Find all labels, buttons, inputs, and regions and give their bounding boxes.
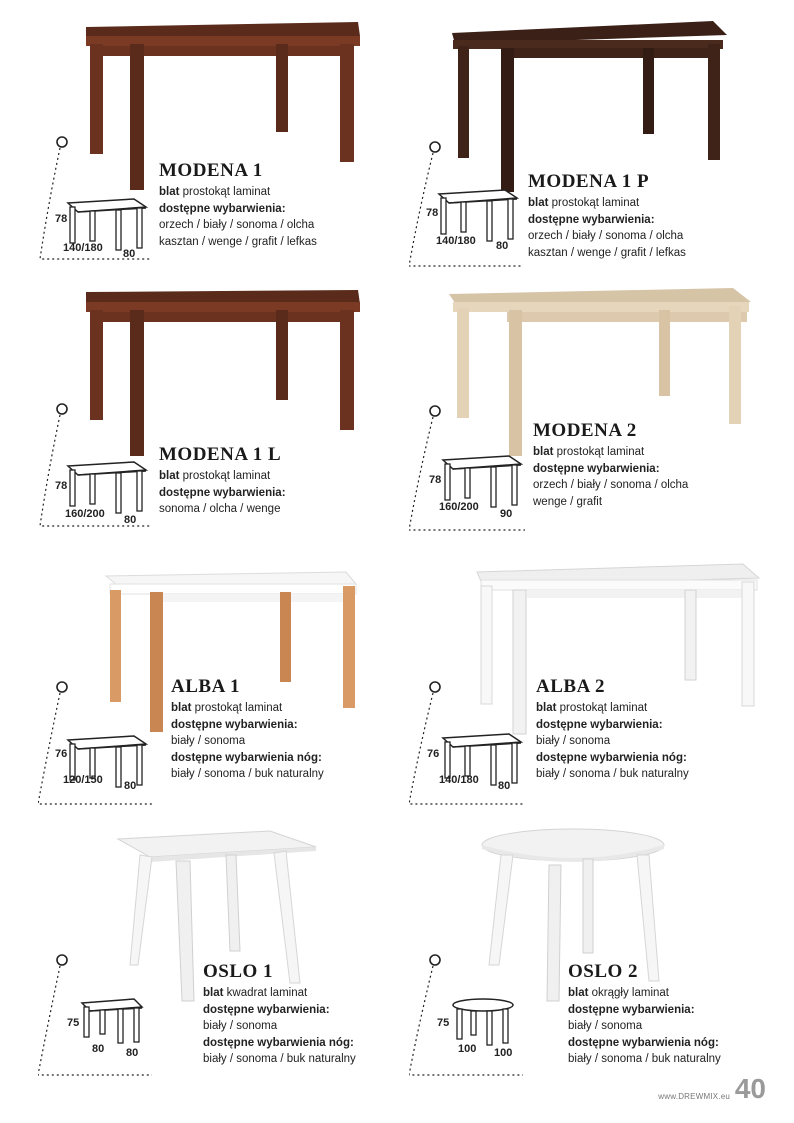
dim-height: 75 [67, 1017, 80, 1029]
legs-label: dostępne wybarwienia nóg: [171, 751, 322, 764]
dim-height: 78 [429, 474, 442, 486]
top-value: okrągły laminat [591, 987, 669, 999]
colors-line: orzech / biały / sonoma / olcha [528, 230, 684, 242]
dim-length: 160/200 [65, 508, 105, 520]
top-label: blat [536, 702, 557, 714]
dimension-diagram [38, 953, 162, 1083]
product-modena-1 [0, 0, 397, 270]
colors-label: dostępne wybarwienia: [536, 718, 663, 731]
dim-width: 100 [494, 1047, 513, 1059]
dim-width: 80 [124, 780, 137, 792]
product-alba-1 [0, 540, 397, 815]
dimension-diagram [409, 953, 533, 1083]
product-description [528, 195, 686, 261]
dimension-diagram [409, 680, 533, 810]
product-description [171, 700, 324, 783]
colors-line: biały / sonoma [171, 735, 246, 747]
top-label: blat [568, 987, 589, 999]
product-name: ALBA 2 [536, 676, 605, 697]
product-oslo-1 [0, 815, 397, 1085]
legs-line: biały / sonoma / buk naturalny [203, 1053, 356, 1065]
dim-height: 76 [55, 748, 68, 760]
dim-length: 140/180 [436, 235, 476, 247]
product-description [159, 184, 317, 250]
product-name: MODENA 1 P [528, 171, 650, 192]
top-label: blat [159, 470, 180, 482]
top-label: blat [171, 702, 192, 714]
dim-height: 78 [426, 207, 439, 219]
colors-line: biały / sonoma [203, 1020, 278, 1032]
colors-label: dostępne wybarwienia: [203, 1003, 330, 1016]
dim-width: 80 [126, 1047, 139, 1059]
dim-length: 140/180 [439, 774, 479, 786]
top-value: kwadrat laminat [226, 987, 308, 999]
dim-length: 140/180 [63, 242, 103, 254]
top-label: blat [533, 446, 554, 458]
top-label: blat [159, 186, 180, 198]
legs-line: biały / sonoma / buk naturalny [171, 768, 324, 780]
product-name: OSLO 1 [203, 961, 274, 982]
product-description [533, 444, 688, 510]
legs-label: dostępne wybarwienia nóg: [203, 1036, 354, 1049]
colors-label: dostępne wybarwienia: [171, 718, 298, 731]
dimension-diagram [38, 680, 162, 810]
product-name: MODENA 1 [159, 160, 263, 181]
colors-line: orzech / biały / sonoma / olcha [533, 479, 689, 491]
product-modena-1-p [397, 0, 794, 270]
top-value: prostokąt laminat [194, 702, 283, 714]
dim-height: 75 [437, 1017, 450, 1029]
dimension-diagram [409, 404, 533, 534]
colors-label: dostępne wybarwienia: [533, 462, 660, 475]
product-description [159, 468, 286, 518]
legs-label: dostępne wybarwienia nóg: [536, 751, 687, 764]
dim-height: 78 [55, 480, 68, 492]
dim-height: 78 [55, 213, 68, 225]
colors-line: kasztan / wenge / grafit / lefkas [159, 235, 317, 248]
dim-width: 80 [123, 248, 136, 260]
dim-length: 120/150 [63, 774, 103, 786]
dim-length: 160/200 [439, 501, 479, 513]
dim-height: 76 [427, 748, 440, 760]
product-name: MODENA 2 [533, 420, 637, 441]
colors-line: orzech / biały / sonoma / olcha [159, 219, 315, 231]
legs-line: biały / sonoma / buk naturalny [568, 1053, 721, 1065]
colors-label: dostępne wybarwienia: [159, 202, 286, 215]
product-description [536, 700, 689, 783]
colors-line: biały / sonoma [568, 1020, 643, 1032]
dimension-diagram [409, 140, 529, 270]
dim-width: 80 [124, 514, 137, 526]
top-label: blat [528, 197, 549, 209]
colors-line: sonoma / olcha / wenge [159, 503, 281, 515]
top-value: prostokąt laminat [556, 446, 645, 458]
top-label: blat [203, 987, 224, 999]
dim-width: 80 [498, 780, 511, 792]
top-value: prostokąt laminat [551, 197, 640, 209]
product-alba-2 [397, 540, 794, 815]
product-modena-2 [397, 270, 794, 540]
product-oslo-2 [397, 815, 794, 1085]
legs-line: biały / sonoma / buk naturalny [536, 768, 689, 780]
product-name: OSLO 2 [568, 961, 639, 982]
colors-line: wenge / grafit [533, 495, 603, 508]
colors-label: dostępne wybarwienia: [568, 1003, 695, 1016]
top-value: prostokąt laminat [559, 702, 648, 714]
colors-label: dostępne wybarwienia: [528, 213, 655, 226]
top-value: prostokąt laminat [182, 186, 271, 198]
page-number: 40 [734, 1073, 766, 1104]
product-name: ALBA 1 [171, 676, 240, 697]
product-name: MODENA 1 L [159, 444, 282, 465]
dim-length: 100 [458, 1043, 477, 1055]
top-value: prostokąt laminat [182, 470, 271, 482]
product-modena-1-l [0, 270, 397, 540]
legs-label: dostępne wybarwienia nóg: [568, 1036, 719, 1049]
dim-length: 80 [92, 1043, 105, 1055]
dim-width: 90 [500, 508, 513, 520]
colors-line: biały / sonoma [536, 735, 611, 747]
footer-url: www.DREWMIX.eu [658, 1092, 730, 1101]
product-description [568, 985, 721, 1068]
colors-label: dostępne wybarwienia: [159, 486, 286, 499]
colors-line: kasztan / wenge / grafit / lefkas [528, 246, 686, 259]
dim-width: 80 [496, 240, 509, 252]
product-description [203, 985, 356, 1068]
